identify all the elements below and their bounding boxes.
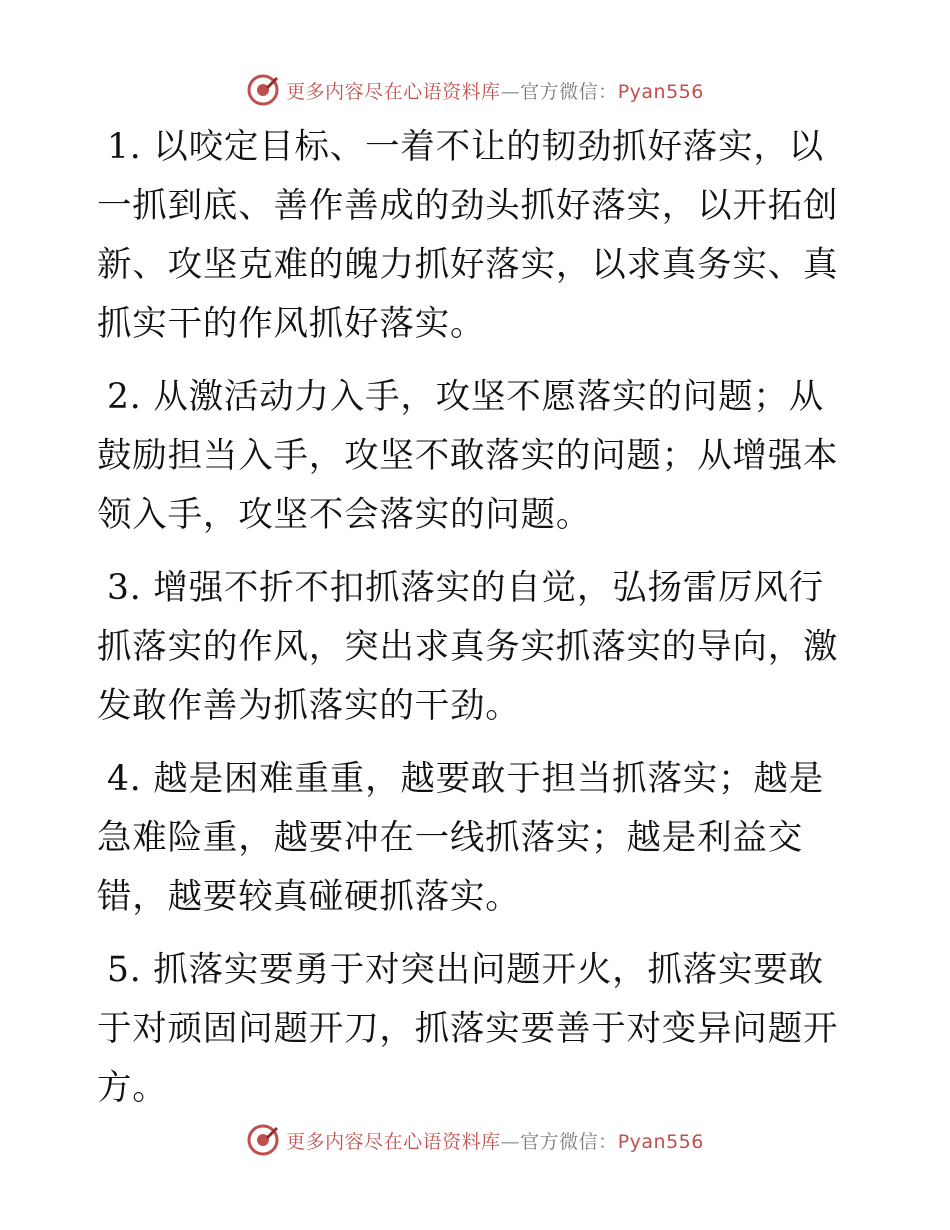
paragraph-3: 3. 增强不折不扣抓落实的自觉，弘扬雷厉风行抓落实的作风，突出求真务实抓落实的导向，激发敢作善为抓落实的干劲。: [97, 568, 839, 726]
banner-text: [286, 1127, 704, 1154]
paragraph-5: 5. 抓落实要勇于对突出问题开火，抓落实要敢于对顽固问题开刀，抓落实要善于对变异问题开方。: [97, 950, 839, 1108]
banner-main-text: 更多内容尽在心语资料库: [286, 1130, 501, 1153]
paragraph-4: 4. 越是困难重重，越要敢于担当抓落实；越是急难险重，越要冲在一线抓落实；越是利益交错，越要较真碰硬抓落实。: [97, 759, 824, 917]
banner-wechat-id: Pyan556: [617, 80, 704, 103]
banner-wechat-label: 官方微信：: [520, 80, 618, 103]
pen-circle-logo-icon: [246, 1123, 280, 1157]
banner-main-text: 更多内容尽在心语资料库: [286, 80, 501, 103]
banner-separator: —: [500, 80, 521, 103]
document-body: [97, 118, 853, 1132]
banner-wechat-id: Pyan556: [617, 1130, 704, 1153]
footer-banner: [0, 1120, 950, 1160]
banner-separator: —: [500, 1130, 521, 1153]
banner-text: [286, 77, 704, 104]
banner-wechat-label: 官方微信：: [520, 1130, 618, 1153]
paragraph-2: 2. 从激活动力入手，攻坚不愿落实的问题；从鼓励担当入手，攻坚不敢落实的问题；从增强本领入手，攻坚不会落实的问题。: [97, 377, 839, 535]
header-banner: [0, 70, 950, 110]
pen-circle-logo-icon: [246, 73, 280, 107]
paragraph-1: 1. 以咬定目标、一着不让的韧劲抓好落实，以一抓到底、善作善成的劲头抓好落实，以开拓创新、攻坚克难的魄力抓好落实，以求真务实、真抓实干的作风抓好落实。: [97, 127, 839, 344]
